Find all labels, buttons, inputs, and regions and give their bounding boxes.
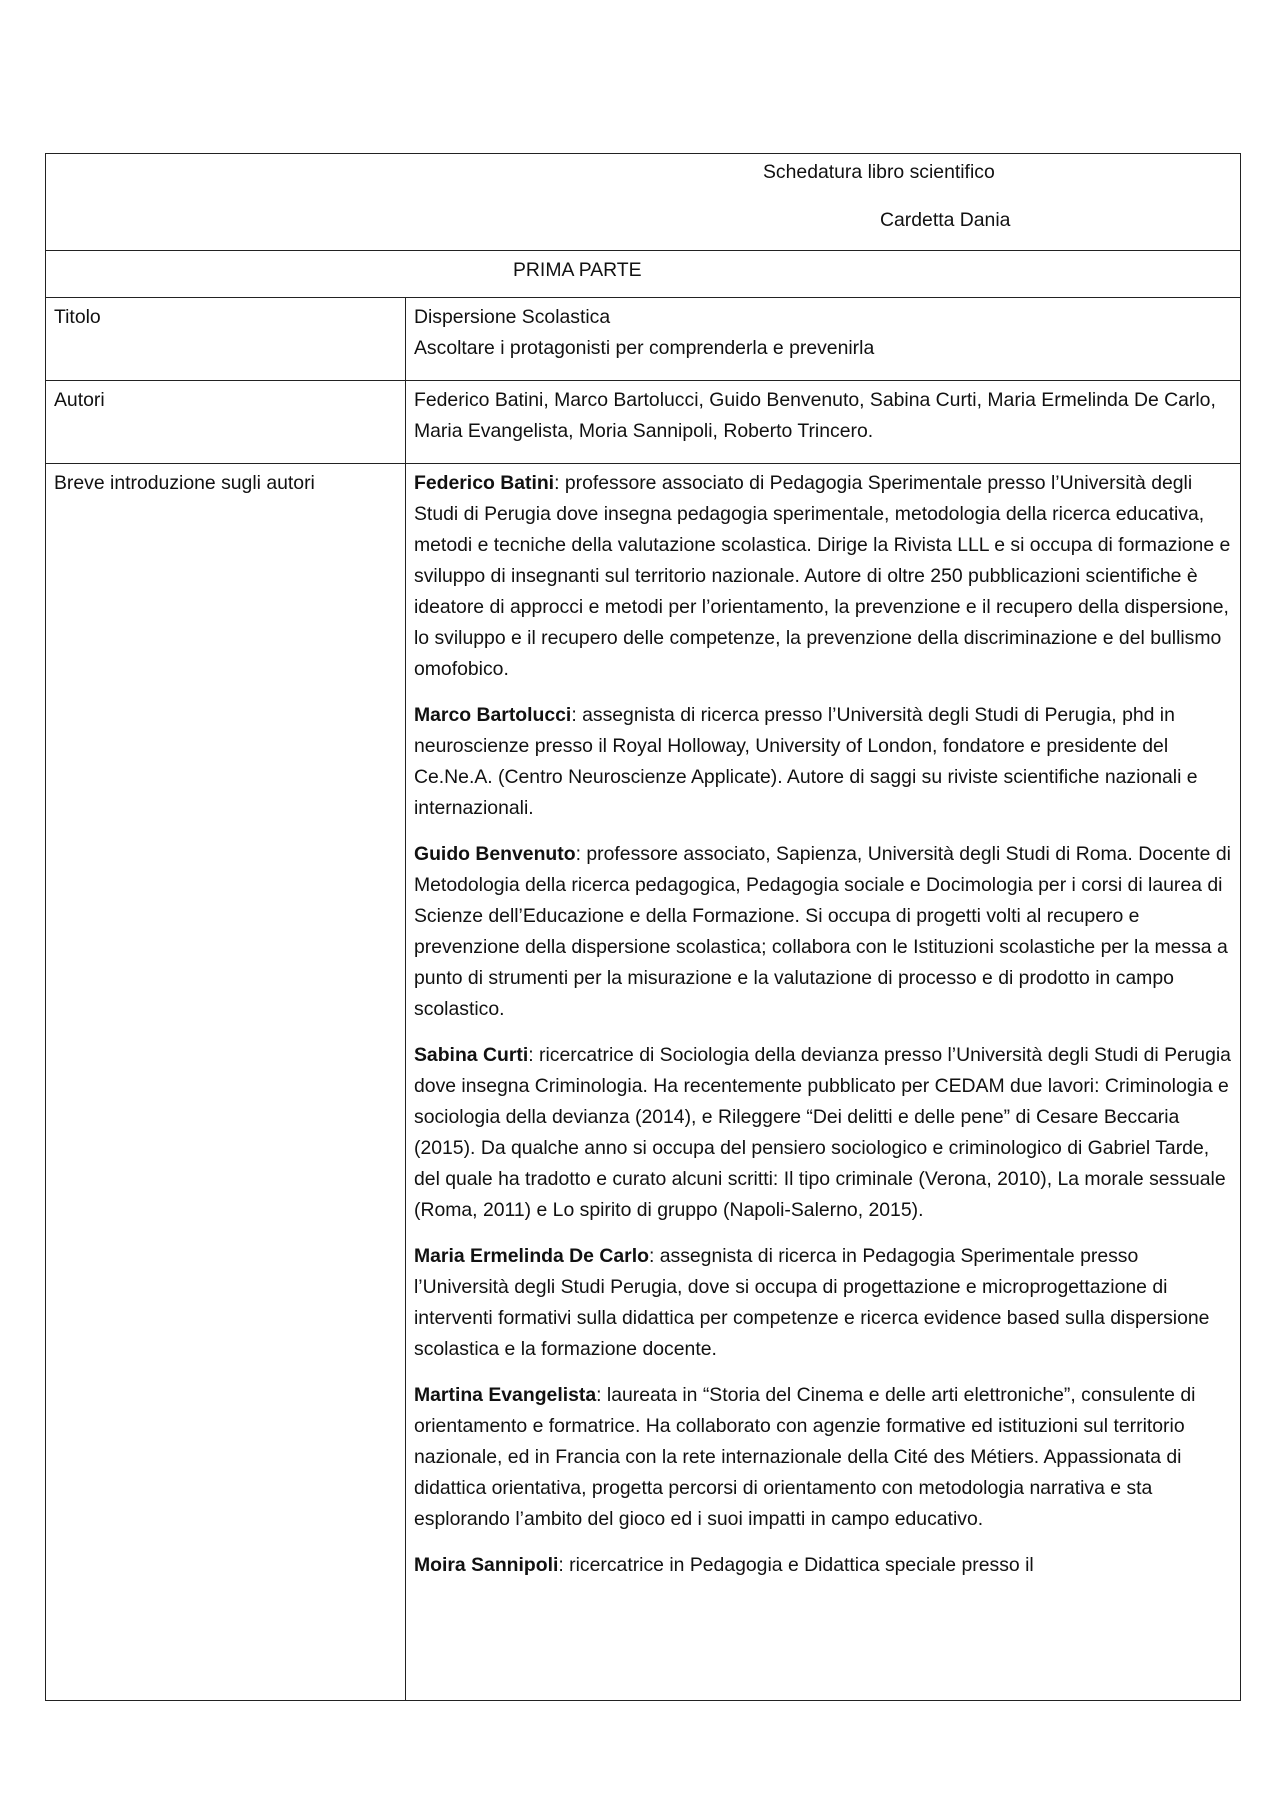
bio-text: : ricercatrice in Pedagogia e Didattica speciale presso il [558, 1554, 1034, 1576]
label-bio: Breve introduzione sugli autori [46, 464, 406, 1701]
bio-text: : laureata in “Storia del Cinema e delle arti elettroniche”, consulente di orientamento e formatrice. Ha collaborato con agenzie formative ed istituzioni sul territorio nazionale, ed in Francia con la rete internazionale della Cité des Métiers. Appassionata di didattica orientativa, progetta percorsi di orientamento con metodologia narrativa e sta esplorando l’ambito del gioco ed i suoi impatti in campo educativo. [414, 1384, 1196, 1530]
bio-name: Guido Benvenuto [414, 843, 576, 865]
bio-text: : ricercatrice di Sociologia della devianza presso l’Università degli Studi di Perugia dove insegna Criminologia. Ha recentemente pubblicato per CEDAM due lavori: Criminologia e sociologia della devianza (2014), e Rileggere “Dei delitti e delle pene” di Cesare Beccaria (2015). Da qualche anno si occupa del pensiero sociologico e criminologico di Gabriel Tarde, del quale ha tradotto e curato alcuni scritti: Il tipo criminale (Verona, 2010), La morale sessuale (Roma, 2011) e Lo spirito di gruppo (Napoli-Salerno, 2015). [414, 1044, 1231, 1221]
bio-name: Martina Evangelista [414, 1384, 597, 1406]
table-row-titolo [46, 298, 1241, 381]
title-subtitle: Ascoltare i protagonisti per comprenderla e prevenirla [414, 337, 875, 359]
bio-name: Sabina Curti [414, 1044, 529, 1066]
label-titolo: Titolo [46, 298, 406, 381]
bio-text: : professore associato di Pedagogia Sperimentale presso l’Università degli Studi di Perugia dove insegna pedagogia sperimentale, metodologia della ricerca educativa, metodi e tecniche della valutazione scolastica. Dirige la Rivista LLL e si occupa di formazione e sviluppo di insegnanti sul territorio nazionale. Autore di oltre 250 pubblicazioni scientifiche è ideatore di approcci e metodi per l’orientamento, la prevenzione e il recupero della dispersione, lo sviluppo e il recupero delle competenze, la prevenzione della discriminazione e del bullismo omofobico. [414, 472, 1231, 680]
document-author: Cardetta Dania [880, 209, 1011, 231]
bio-text: : professore associato, Sapienza, Università degli Studi di Roma. Docente di Metodologia della ricerca pedagogica, Pedagogia sociale e Docimologia per i corsi di laurea di Scienze dell’Educazione e della Formazione. Si occupa di progetti volti al recupero e prevenzione della dispersione scolastica; collabora con le Istituzioni scolastiche per la messa a punto di strumenti per la misurazione e la valutazione di processo e di prodotto in campo scolastico. [414, 843, 1231, 1020]
table-row-autori [46, 381, 1241, 464]
bio-text: : assegnista di ricerca presso l’Università degli Studi di Perugia, phd in neuroscienze presso il Royal Holloway, University of London, fondatore e presidente del Ce.Ne.A. (Centro Neuroscienze Applicate). Autore di saggi su riviste scientifiche nazionali e internazionali. [414, 704, 1198, 819]
bio-entry [414, 700, 1232, 824]
value-autori: Federico Batini, Marco Bartolucci, Guido Benvenuto, Sabina Curti, Maria Ermelinda De Carlo, Maria Evangelista, Moria Sannipoli, Roberto Trincero. [406, 381, 1241, 464]
table-row-bio [46, 464, 1241, 1701]
bio-name: Federico Batini [414, 472, 555, 494]
section-title: PRIMA PARTE [513, 259, 642, 281]
bio-entry [414, 1380, 1232, 1535]
bio-name: Moira Sannipoli [414, 1554, 559, 1576]
section-row [46, 251, 1241, 298]
document-title: Schedatura libro scientifico [763, 161, 995, 183]
bio-entry [414, 1241, 1232, 1365]
label-autori: Autori [46, 381, 406, 464]
value-bio [406, 464, 1241, 1701]
header-cell [46, 154, 1241, 251]
bio-name: Marco Bartolucci [414, 704, 572, 726]
title-main: Dispersione Scolastica [414, 306, 611, 328]
bio-entry [414, 1550, 1232, 1581]
bio-entry [414, 839, 1232, 1025]
bio-text: : assegnista di ricerca in Pedagogia Sperimentale presso l’Università degli Studi Perugia, dove si occupa di progettazione e microprogettazione di interventi formativi sulla didattica per competenze e ricerca evidence based sulla dispersione scolastica e la formazione docente. [414, 1245, 1210, 1360]
header-row [46, 154, 1241, 251]
value-titolo [406, 298, 1241, 381]
book-record-table [45, 153, 1241, 1701]
section-cell [46, 251, 1241, 298]
bio-name: Maria Ermelinda De Carlo [414, 1245, 649, 1267]
bio-entry [414, 468, 1232, 685]
bio-entry [414, 1040, 1232, 1226]
